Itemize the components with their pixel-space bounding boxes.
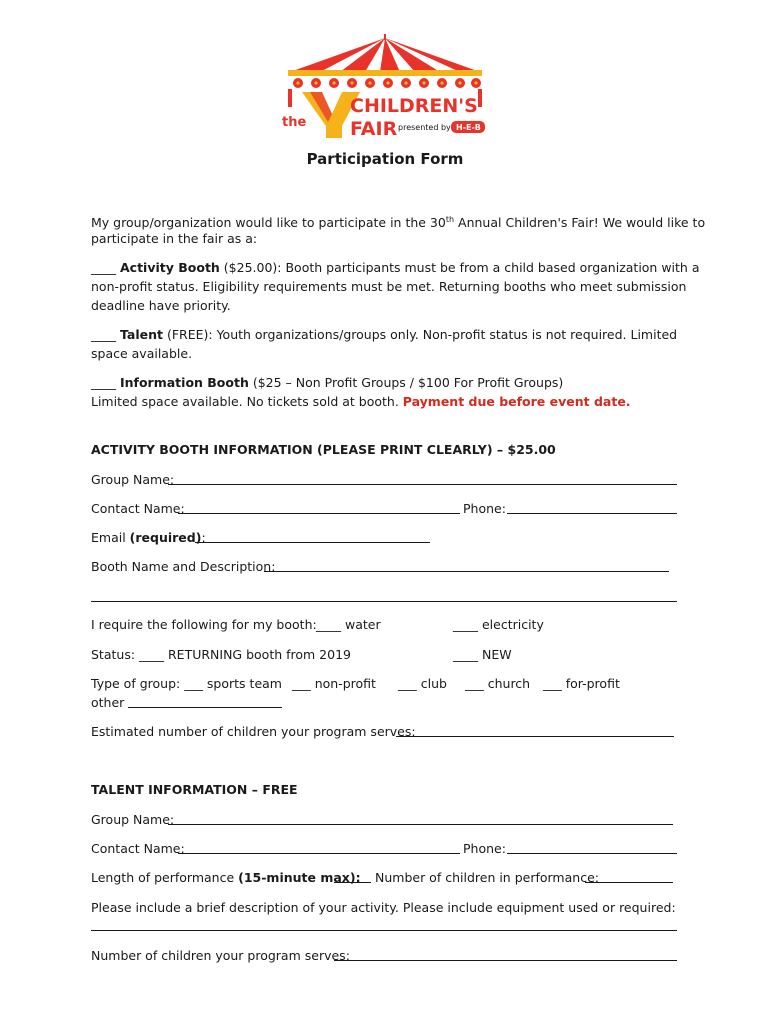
activity-phone-field[interactable] — [507, 513, 677, 514]
activity-description-field[interactable] — [91, 930, 677, 931]
talent-phone-field[interactable] — [507, 853, 677, 854]
logo-fair: FAIR — [350, 118, 398, 140]
electricity-option[interactable]: ____ electricity — [453, 617, 544, 632]
childrens-fair-logo — [280, 34, 490, 144]
activity-email-field[interactable] — [195, 542, 430, 543]
payment-notice: Payment due before event date. — [402, 394, 631, 409]
group-type-other-label: other — [91, 695, 125, 710]
logo-childrens: CHILDREN'S — [350, 95, 478, 117]
booth-description-field-line-2[interactable] — [91, 601, 677, 602]
group-type-church[interactable]: ___ church — [465, 676, 531, 691]
water-option[interactable]: ____ water — [316, 617, 381, 632]
activity-contact-name-field[interactable] — [178, 513, 460, 514]
talent-text-2: space available. — [91, 346, 193, 361]
activity-phone-label: Phone: — [463, 501, 506, 516]
talent-section-heading: TALENT INFORMATION – FREE — [91, 782, 298, 797]
performance-length-field[interactable] — [334, 882, 371, 883]
children-served-label: Number of children your program serves: — [91, 948, 350, 963]
activity-contact-name-label: Contact Name: — [91, 501, 185, 516]
information-booth-checkbox-blank[interactable]: ____ — [91, 375, 116, 390]
activity-group-name-field[interactable] — [168, 484, 677, 485]
booth-name-description-field[interactable] — [264, 571, 669, 572]
activity-booth-option: ____ Activity Booth ($25.00): Booth participants must be from a child based organization with a — [91, 260, 700, 275]
group-type-non-profit[interactable]: ___ non-profit — [292, 676, 376, 691]
booth-name-description-label: Booth Name and Description: — [91, 559, 276, 574]
group-type-sports-team[interactable]: Type of group: ___ sports team — [91, 676, 282, 691]
logo-presented-by: presented by — [398, 123, 451, 132]
estimated-children-label: Estimated number of children your program serves: — [91, 724, 416, 739]
children-served-field[interactable] — [334, 960, 677, 961]
activity-group-name-label: Group Name: — [91, 472, 175, 487]
talent-option: ____ Talent (FREE): Youth organizations/groups only. Non-profit status is not required. Limited — [91, 327, 678, 342]
talent-group-name-field[interactable] — [168, 824, 673, 825]
activity-section-heading: ACTIVITY BOOTH INFORMATION (PLEASE PRINT CLEARLY) – $25.00 — [91, 442, 556, 457]
form-title: Participation Form — [306, 150, 464, 168]
intro-line-1: My group/organization would like to participate in the 30th Annual Children's Fair! We would like to — [91, 215, 706, 231]
talent-contact-name-field[interactable] — [178, 853, 460, 854]
activity-email-label: Email (required): — [91, 530, 206, 545]
children-in-performance-field[interactable] — [585, 882, 673, 883]
returning-status-option[interactable]: Status: ____ RETURNING booth from 2019 — [91, 647, 351, 662]
activity-booth-checkbox-blank[interactable]: ____ — [91, 260, 116, 275]
performance-length-label: Length of performance (15-minute max): — [91, 870, 361, 885]
information-booth-option: ____ Information Booth ($25 – Non Profit Groups / $100 For Profit Groups) — [91, 375, 564, 390]
estimated-children-field[interactable] — [396, 736, 674, 737]
new-status-option[interactable]: ____ NEW — [453, 647, 512, 662]
logo-the: the — [282, 115, 307, 130]
group-type-for-profit[interactable]: ___ for-profit — [543, 676, 620, 691]
children-in-performance-label: Number of children in performance: — [375, 870, 599, 885]
heb-logo: H-E-B — [456, 123, 481, 132]
talent-contact-name-label: Contact Name: — [91, 841, 185, 856]
talent-checkbox-blank[interactable]: ____ — [91, 327, 116, 342]
group-type-other-field[interactable] — [128, 707, 282, 708]
group-type-club[interactable]: ___ club — [398, 676, 447, 691]
talent-phone-label: Phone: — [463, 841, 506, 856]
booth-requirements-label: I require the following for my booth: — [91, 617, 317, 632]
activity-description-label: Please include a brief description of your activity. Please include equipment used or required: — [91, 900, 676, 915]
talent-group-name-label: Group Name: — [91, 812, 175, 827]
activity-booth-text-3: deadline have priority. — [91, 298, 231, 313]
activity-booth-text-2: non-profit status. Eligibility requirements must be met. Returning booths who meet submission — [91, 279, 687, 294]
intro-line-2: participate in the fair as a: — [91, 231, 258, 246]
information-booth-text-2: Limited space available. No tickets sold at booth. Payment due before event date. — [91, 394, 631, 409]
